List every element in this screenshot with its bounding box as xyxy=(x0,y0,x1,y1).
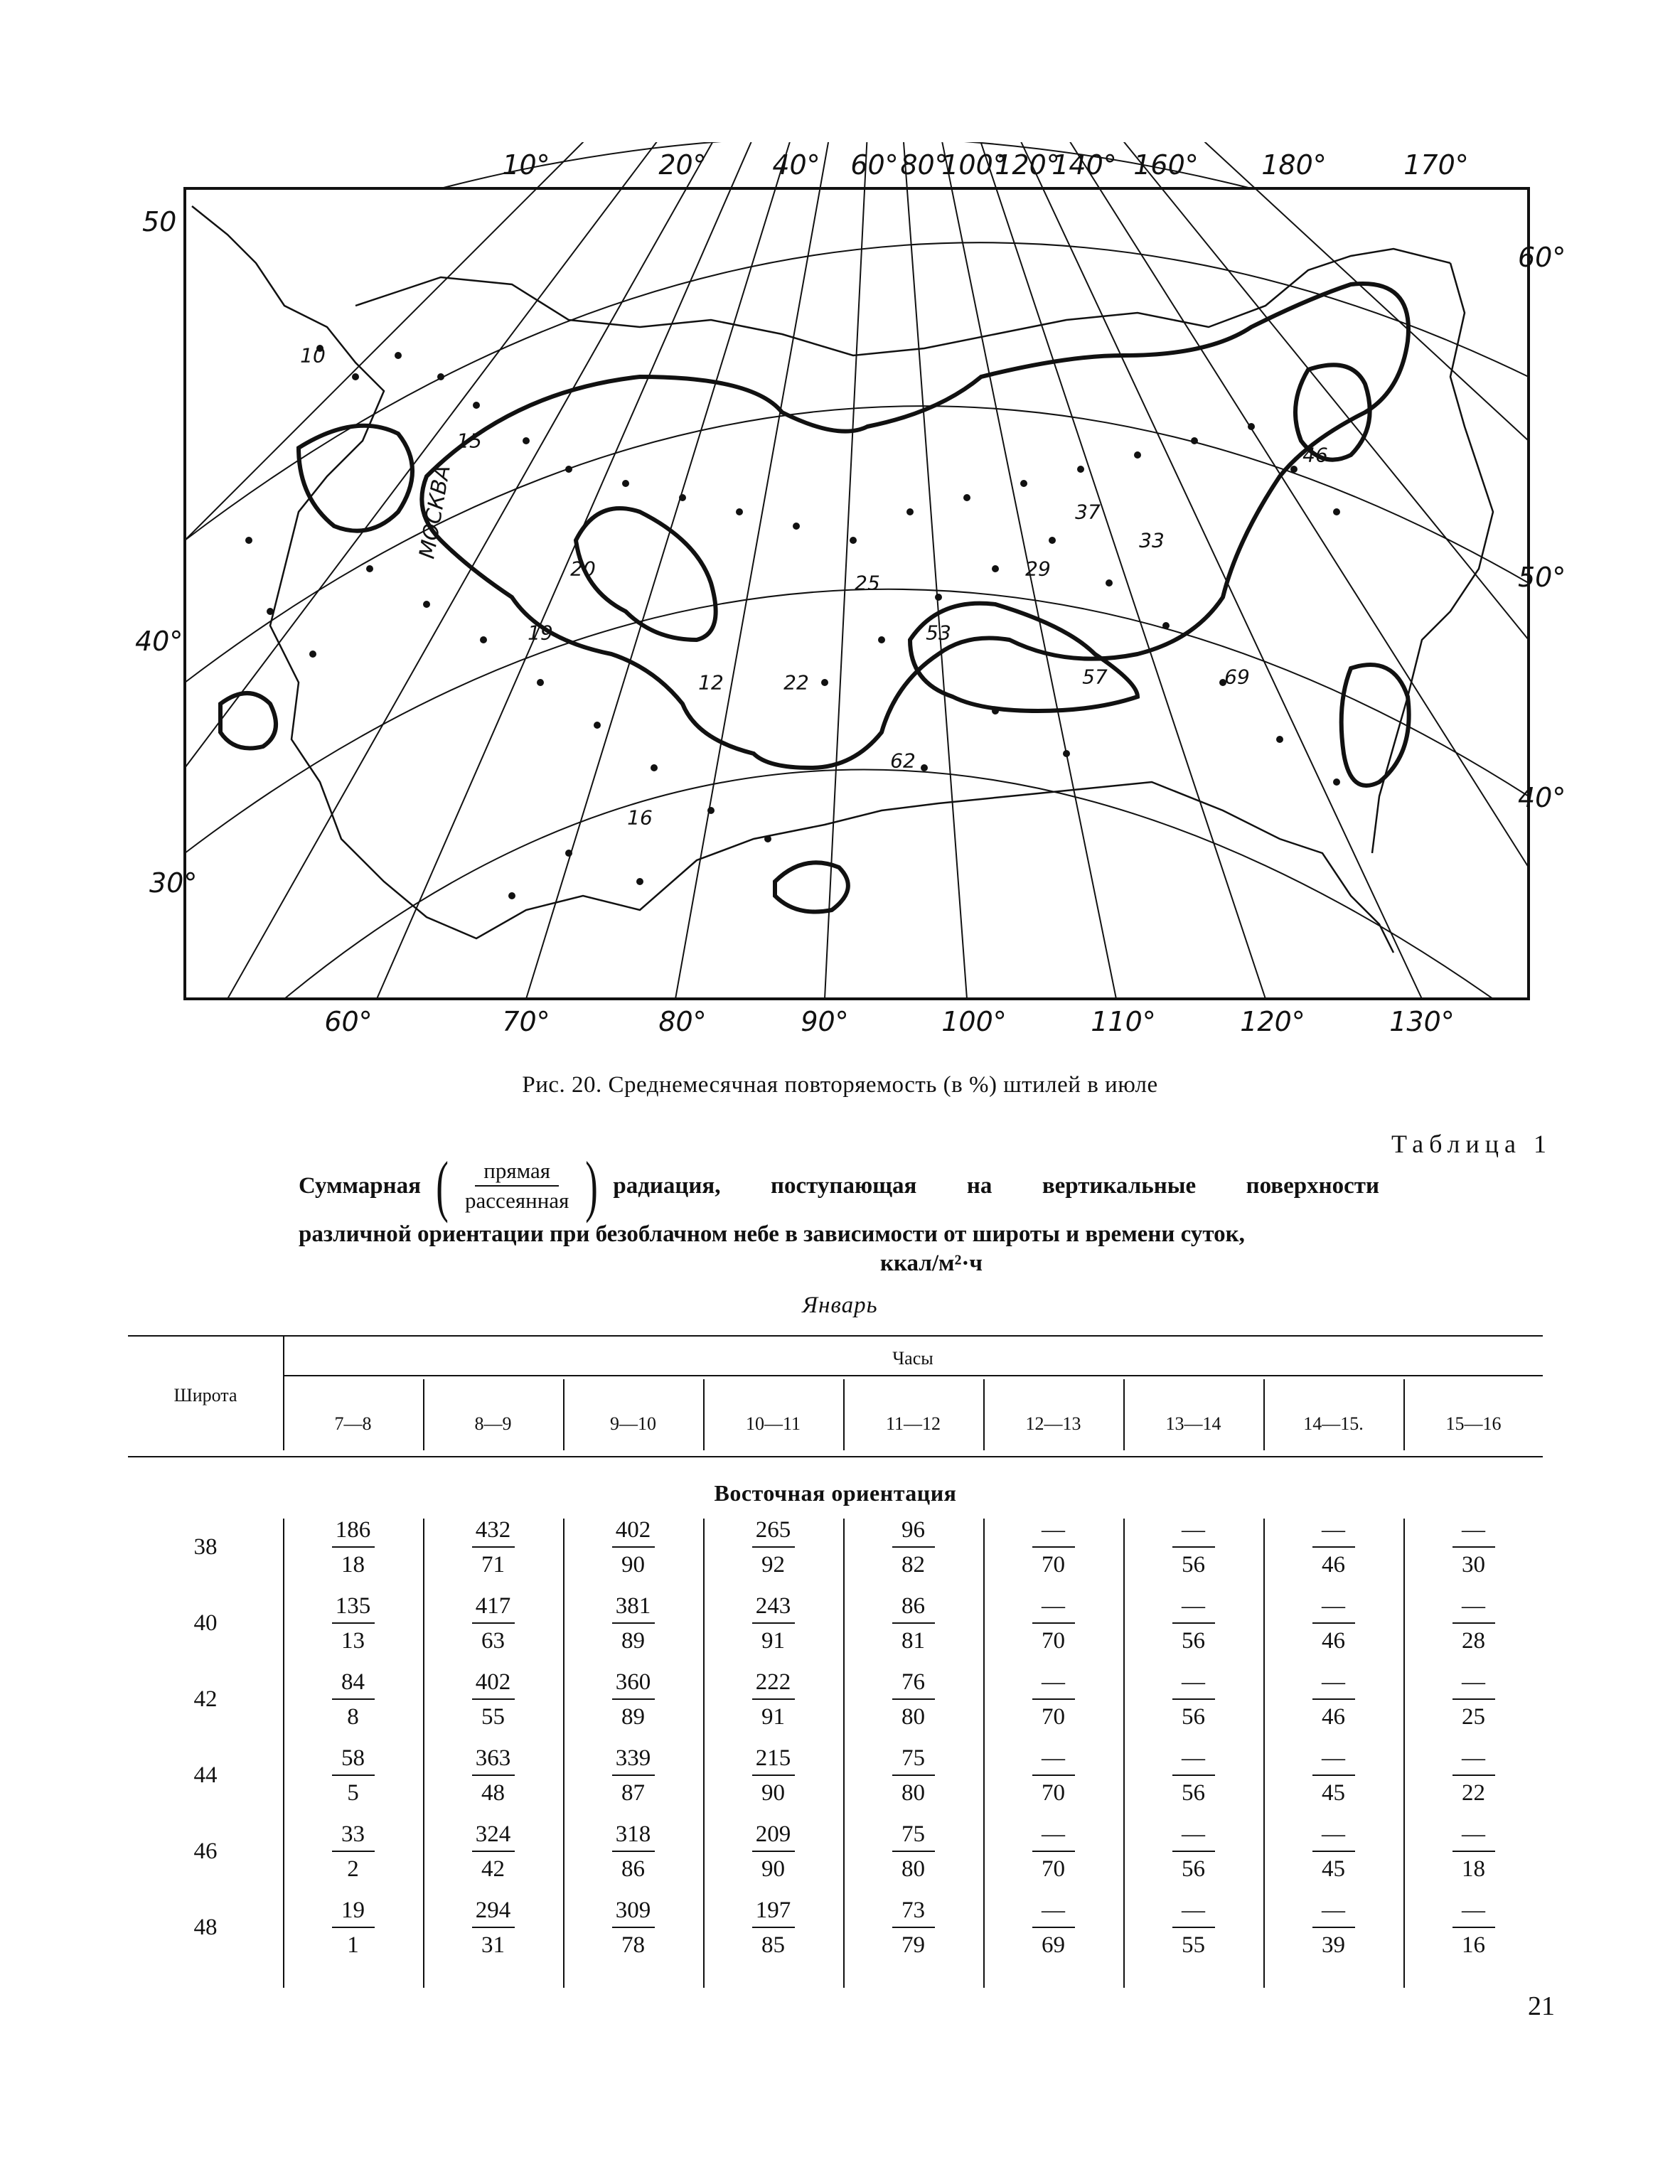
right-paren: ) xyxy=(585,1147,599,1224)
radiation-cell xyxy=(563,1899,703,1957)
column-rule xyxy=(283,1335,284,1450)
isoline-value: 10 xyxy=(300,343,326,368)
diffuse-radiation: 39 xyxy=(1322,1932,1345,1958)
diffuse-radiation: 56 xyxy=(1182,1780,1205,1806)
diffuse-radiation: 85 xyxy=(761,1932,785,1958)
meridian-label-top: 20° xyxy=(658,149,707,181)
table-rule-header-bottom xyxy=(128,1456,1543,1457)
radiation-cell xyxy=(1263,1595,1403,1653)
radiation-cell xyxy=(983,1595,1123,1653)
radiation-cell xyxy=(1123,1519,1263,1577)
meridian-label-bottom: 100° xyxy=(941,1006,1007,1037)
column-rule xyxy=(283,1519,284,1988)
page-number: 21 xyxy=(1528,1991,1555,2021)
diffuse-radiation: 90 xyxy=(761,1780,785,1806)
latitude-value: 38 xyxy=(193,1534,218,1560)
direct-radiation: 360 xyxy=(612,1671,655,1700)
radiation-cell xyxy=(1403,1747,1543,1805)
column-rule xyxy=(563,1379,565,1450)
radiation-cell xyxy=(1403,1671,1543,1729)
diffuse-radiation: 46 xyxy=(1322,1628,1345,1654)
diffuse-radiation: 13 xyxy=(341,1628,365,1654)
direct-radiation: 135 xyxy=(332,1595,375,1624)
meridian-label-bottom: 60° xyxy=(324,1006,373,1037)
diffuse-radiation: 91 xyxy=(761,1628,785,1654)
diffuse-radiation: 89 xyxy=(621,1704,645,1730)
direct-radiation: 209 xyxy=(752,1823,795,1852)
meridian-label-top: 120° xyxy=(995,149,1060,181)
diffuse-radiation: 80 xyxy=(901,1704,925,1730)
direct-radiation: — xyxy=(1452,1595,1495,1624)
radiation-cell xyxy=(983,1671,1123,1729)
direct-radiation: — xyxy=(1172,1519,1215,1548)
radiation-cell xyxy=(1123,1899,1263,1957)
direct-radiation: — xyxy=(1032,1747,1075,1776)
diffuse-radiation: 48 xyxy=(481,1780,505,1806)
diffuse-radiation: 71 xyxy=(481,1552,505,1578)
parallel-label-right: 50° xyxy=(1518,562,1566,593)
isoline-value: 37 xyxy=(1075,500,1101,524)
radiation-cell xyxy=(983,1823,1123,1881)
direct-radiation: — xyxy=(1312,1595,1355,1624)
latitude-value: 44 xyxy=(193,1762,218,1788)
header-hour: 10—11 xyxy=(745,1413,801,1434)
radiation-cell xyxy=(423,1519,563,1577)
diffuse-radiation: 18 xyxy=(1462,1856,1485,1882)
isoline-value: 25 xyxy=(855,571,880,595)
parallel-label-right: 40° xyxy=(1518,782,1566,813)
column-rule xyxy=(983,1379,985,1450)
direct-radiation: 215 xyxy=(752,1747,795,1776)
direct-radiation: 19 xyxy=(332,1899,375,1928)
diffuse-radiation: 56 xyxy=(1182,1628,1205,1654)
column-rule xyxy=(1263,1379,1265,1450)
direct-radiation: — xyxy=(1312,1519,1355,1548)
radiation-cell xyxy=(423,1899,563,1957)
isoline-a xyxy=(422,284,1408,768)
direct-radiation: — xyxy=(1312,1823,1355,1852)
column-rule xyxy=(1263,1519,1265,1988)
city-label-moscow: МОСКВА xyxy=(414,463,456,561)
parallel-label-left: 50 xyxy=(142,206,177,237)
title-line1-rest xyxy=(613,1173,1379,1199)
direct-radiation: 402 xyxy=(472,1671,515,1700)
direct-radiation: — xyxy=(1172,1899,1215,1928)
direct-radiation: — xyxy=(1032,1671,1075,1700)
isoline-value: 62 xyxy=(890,749,916,773)
diffuse-radiation: 78 xyxy=(621,1932,645,1958)
column-rule xyxy=(843,1379,845,1450)
direct-radiation: — xyxy=(1032,1519,1075,1548)
column-rule xyxy=(843,1519,845,1988)
meridian-label-bottom: 70° xyxy=(502,1006,550,1037)
column-rule xyxy=(703,1519,705,1988)
title-word: поступающая xyxy=(771,1172,917,1199)
diffuse-radiation: 70 xyxy=(1042,1628,1065,1654)
radiation-cell xyxy=(1123,1671,1263,1729)
isoline-value: 33 xyxy=(1139,528,1165,552)
radiation-cell xyxy=(283,1899,423,1957)
diffuse-radiation: 25 xyxy=(1462,1704,1485,1730)
column-rule xyxy=(1123,1379,1125,1450)
direct-radiation: 96 xyxy=(892,1519,935,1548)
meridian-label-top: 80° xyxy=(900,149,948,181)
radiation-cell xyxy=(563,1747,703,1805)
diffuse-radiation: 69 xyxy=(1042,1932,1065,1958)
parallel-40 xyxy=(185,589,1529,853)
radiation-cell xyxy=(283,1519,423,1577)
meridian-label-bottom: 130° xyxy=(1389,1006,1455,1037)
diffuse-radiation: 56 xyxy=(1182,1704,1205,1730)
radiation-cell xyxy=(1263,1747,1403,1805)
radiation-cell xyxy=(423,1823,563,1881)
diffuse-radiation: 70 xyxy=(1042,1856,1065,1882)
header-hour: 7—8 xyxy=(334,1413,372,1434)
section-east-orientation: Восточная ориентация xyxy=(714,1480,957,1506)
direct-radiation: 243 xyxy=(752,1595,795,1624)
direct-radiation: 84 xyxy=(332,1671,375,1700)
radiation-cell xyxy=(983,1519,1123,1577)
radiation-cell xyxy=(563,1671,703,1729)
direct-radiation: 86 xyxy=(892,1595,935,1624)
radiation-cell xyxy=(843,1823,983,1881)
diffuse-radiation: 16 xyxy=(1462,1932,1485,1958)
meridian-label-bottom: 110° xyxy=(1091,1006,1156,1037)
title-fraction xyxy=(456,1158,577,1214)
isoline-value: 20 xyxy=(570,557,596,581)
latitude-value: 48 xyxy=(193,1915,218,1940)
radiation-cell xyxy=(1263,1823,1403,1881)
diffuse-radiation: 80 xyxy=(901,1856,925,1882)
month-label: Январь xyxy=(802,1292,878,1318)
radiation-cell xyxy=(843,1671,983,1729)
parallel-label-left: 40° xyxy=(135,626,183,657)
diffuse-radiation: 46 xyxy=(1322,1704,1345,1730)
column-rule xyxy=(563,1519,565,1988)
isoline-h xyxy=(775,862,848,911)
header-hour: 12—13 xyxy=(1025,1413,1081,1434)
direct-radiation: — xyxy=(1312,1747,1355,1776)
radiation-cell xyxy=(1123,1747,1263,1805)
diffuse-radiation: 87 xyxy=(621,1780,645,1806)
meridian-label-top: 170° xyxy=(1403,149,1469,181)
direct-radiation: 33 xyxy=(332,1823,375,1852)
direct-radiation: 381 xyxy=(612,1595,655,1624)
diffuse-radiation: 5 xyxy=(347,1780,359,1806)
north-coast xyxy=(355,249,1450,355)
column-rule xyxy=(983,1519,985,1988)
direct-radiation: 318 xyxy=(612,1823,655,1852)
radiation-cell xyxy=(283,1747,423,1805)
direct-radiation: 265 xyxy=(752,1519,795,1548)
title-line2: различной ориентации при безоблачном небе в зависимости от широты и времени суток, xyxy=(299,1221,1245,1247)
direct-radiation: 58 xyxy=(332,1747,375,1776)
title-word: на xyxy=(966,1172,993,1199)
direct-radiation: 186 xyxy=(332,1519,375,1548)
direct-radiation: 417 xyxy=(472,1595,515,1624)
header-hour: 15—16 xyxy=(1445,1413,1502,1434)
radiation-cell xyxy=(843,1519,983,1577)
radiation-cell xyxy=(983,1899,1123,1957)
diffuse-radiation: 56 xyxy=(1182,1552,1205,1578)
diffuse-radiation: 86 xyxy=(621,1856,645,1882)
meridian-label-top: 180° xyxy=(1261,149,1327,181)
diffuse-radiation: 30 xyxy=(1462,1552,1485,1578)
direct-radiation: 197 xyxy=(752,1899,795,1928)
radiation-cell xyxy=(1263,1519,1403,1577)
radiation-cell xyxy=(843,1747,983,1805)
direct-radiation: — xyxy=(1452,1899,1495,1928)
meridian-label-top: 10° xyxy=(502,149,550,181)
radiation-cell xyxy=(1403,1595,1543,1653)
radiation-cell xyxy=(983,1747,1123,1805)
header-hour: 9—10 xyxy=(610,1413,656,1434)
diffuse-radiation: 90 xyxy=(761,1856,785,1882)
meridian-label-bottom: 80° xyxy=(658,1006,707,1037)
meridian-label-top: 140° xyxy=(1052,149,1117,181)
radiation-cell xyxy=(1403,1519,1543,1577)
meridian-label-bottom: 120° xyxy=(1240,1006,1305,1037)
isoline-value: 69 xyxy=(1224,665,1250,689)
parallel-label-left: 30° xyxy=(149,867,198,899)
diffuse-radiation: 92 xyxy=(761,1552,785,1578)
title-units: ккал/м²·ч xyxy=(880,1251,983,1276)
isoline-value: 53 xyxy=(926,621,951,645)
diffuse-radiation: 79 xyxy=(901,1932,925,1958)
direct-radiation: 73 xyxy=(892,1899,935,1928)
direct-radiation: — xyxy=(1312,1671,1355,1700)
radiation-cell xyxy=(703,1519,843,1577)
radiation-cell xyxy=(703,1823,843,1881)
radiation-cell xyxy=(283,1823,423,1881)
direct-radiation: — xyxy=(1172,1671,1215,1700)
column-rule xyxy=(423,1519,424,1988)
diffuse-radiation: 8 xyxy=(347,1704,359,1730)
diffuse-radiation: 1 xyxy=(347,1932,359,1958)
radiation-cell xyxy=(423,1747,563,1805)
radiation-cell xyxy=(843,1595,983,1653)
diffuse-radiation: 42 xyxy=(481,1856,505,1882)
radiation-cell xyxy=(563,1823,703,1881)
table-number: Таблица 1 xyxy=(1391,1130,1552,1158)
header-hour: 8—9 xyxy=(474,1413,512,1434)
diffuse-radiation: 70 xyxy=(1042,1704,1065,1730)
column-rule xyxy=(1403,1379,1405,1450)
direct-radiation: — xyxy=(1032,1823,1075,1852)
header-hour: 14—15. xyxy=(1303,1413,1364,1434)
radiation-cell xyxy=(283,1671,423,1729)
direct-radiation: 76 xyxy=(892,1671,935,1700)
direct-radiation: 432 xyxy=(472,1519,515,1548)
title-word: поверхности xyxy=(1246,1172,1379,1199)
radiation-cell xyxy=(423,1671,563,1729)
diffuse-radiation: 45 xyxy=(1322,1780,1345,1806)
meridian-label-bottom: 90° xyxy=(801,1006,849,1037)
title-word: вертикальные xyxy=(1042,1172,1197,1199)
diffuse-radiation: 82 xyxy=(901,1552,925,1578)
isoline-value: 46 xyxy=(1302,443,1328,467)
radiation-cell xyxy=(563,1519,703,1577)
direct-radiation: 309 xyxy=(612,1899,655,1928)
diffuse-radiation: 56 xyxy=(1182,1856,1205,1882)
radiation-cell xyxy=(703,1899,843,1957)
diffuse-radiation: 28 xyxy=(1462,1628,1485,1654)
isoline-value: 29 xyxy=(1025,557,1051,581)
direct-radiation: — xyxy=(1172,1747,1215,1776)
direct-radiation: — xyxy=(1032,1899,1075,1928)
direct-radiation: 339 xyxy=(612,1747,655,1776)
table-rule-hours xyxy=(283,1375,1543,1376)
direct-radiation: — xyxy=(1172,1595,1215,1624)
latitude-value: 40 xyxy=(193,1610,218,1636)
radiation-cell xyxy=(1123,1823,1263,1881)
direct-radiation: — xyxy=(1452,1823,1495,1852)
diffuse-radiation: 80 xyxy=(901,1780,925,1806)
direct-radiation: 402 xyxy=(612,1519,655,1548)
station-dots xyxy=(245,345,1340,899)
radiation-cell xyxy=(703,1595,843,1653)
header-hour: 13—14 xyxy=(1165,1413,1221,1434)
diffuse-radiation: 46 xyxy=(1322,1552,1345,1578)
isoline-value: 12 xyxy=(698,670,724,695)
title-numerator: прямая xyxy=(475,1158,559,1187)
map-figure xyxy=(135,142,1566,1052)
diffuse-radiation: 2 xyxy=(347,1856,359,1882)
diffuse-radiation: 31 xyxy=(481,1932,505,1958)
latitude-value: 46 xyxy=(193,1838,218,1864)
header-hour: 11—12 xyxy=(885,1413,941,1434)
parallel-label-right: 60° xyxy=(1518,242,1566,273)
table-rule-top xyxy=(128,1335,1543,1337)
radiation-cell xyxy=(1403,1823,1543,1881)
column-rule xyxy=(703,1379,705,1450)
diffuse-radiation: 18 xyxy=(341,1552,365,1578)
direct-radiation: — xyxy=(1312,1899,1355,1928)
radiation-cell xyxy=(283,1595,423,1653)
radiation-cell xyxy=(703,1671,843,1729)
table-title xyxy=(299,1147,1379,1277)
isoline-value: 19 xyxy=(528,621,553,645)
left-paren: ( xyxy=(436,1147,449,1224)
header-hours: Часы xyxy=(892,1348,933,1369)
meridian-label-top: 40° xyxy=(772,149,820,181)
diffuse-radiation: 70 xyxy=(1042,1552,1065,1578)
title-word: Суммарная xyxy=(299,1172,422,1199)
title-denominator: рассеянная xyxy=(465,1188,569,1213)
column-rule xyxy=(1403,1519,1405,1988)
isoline-value: 57 xyxy=(1082,665,1108,689)
radiation-cell xyxy=(703,1747,843,1805)
header-latitude: Широта xyxy=(173,1385,237,1406)
diffuse-radiation: 55 xyxy=(481,1704,505,1730)
isoline-value: 16 xyxy=(627,805,653,830)
radiation-cell xyxy=(1263,1671,1403,1729)
diffuse-radiation: 63 xyxy=(481,1628,505,1654)
column-rule xyxy=(1123,1519,1125,1988)
isoline-value: 15 xyxy=(456,429,482,453)
direct-radiation: 294 xyxy=(472,1899,515,1928)
meridian-label-top: 100° xyxy=(941,149,1007,181)
isoline-f xyxy=(220,693,276,749)
figure-caption: Рис. 20. Среднемесячная повторяемость (в %) штилей в июле xyxy=(522,1072,1158,1098)
direct-radiation: — xyxy=(1452,1747,1495,1776)
latitude-value: 42 xyxy=(193,1686,218,1712)
direct-radiation: 324 xyxy=(472,1823,515,1852)
direct-radiation: 75 xyxy=(892,1747,935,1776)
meridian-label-top: 60° xyxy=(850,149,899,181)
meridian-label-top: 160° xyxy=(1133,149,1199,181)
radiation-cell xyxy=(423,1595,563,1653)
map-drawing xyxy=(142,142,1557,1052)
direct-radiation: — xyxy=(1452,1519,1495,1548)
radiation-cell xyxy=(843,1899,983,1957)
direct-radiation: — xyxy=(1172,1823,1215,1852)
direct-radiation: 222 xyxy=(752,1671,795,1700)
diffuse-radiation: 55 xyxy=(1182,1932,1205,1958)
diffuse-radiation: 45 xyxy=(1322,1856,1345,1882)
diffuse-radiation: 22 xyxy=(1462,1780,1485,1806)
column-rule xyxy=(423,1379,424,1450)
diffuse-radiation: 70 xyxy=(1042,1780,1065,1806)
direct-radiation: — xyxy=(1032,1595,1075,1624)
diffuse-radiation: 89 xyxy=(621,1628,645,1654)
direct-radiation: 363 xyxy=(472,1747,515,1776)
isoline-e xyxy=(299,426,412,531)
isoline-value: 22 xyxy=(783,670,809,695)
radiation-cell xyxy=(1123,1595,1263,1653)
radiation-cell xyxy=(1403,1899,1543,1957)
direct-radiation: 75 xyxy=(892,1823,935,1852)
parallel-30 xyxy=(284,770,1493,1000)
diffuse-radiation: 91 xyxy=(761,1704,785,1730)
diffuse-radiation: 81 xyxy=(901,1628,925,1654)
diffuse-radiation: 90 xyxy=(621,1552,645,1578)
direct-radiation: — xyxy=(1452,1671,1495,1700)
title-word: радиация, xyxy=(613,1172,721,1199)
radiation-cell xyxy=(563,1595,703,1653)
radiation-cell xyxy=(1263,1899,1403,1957)
